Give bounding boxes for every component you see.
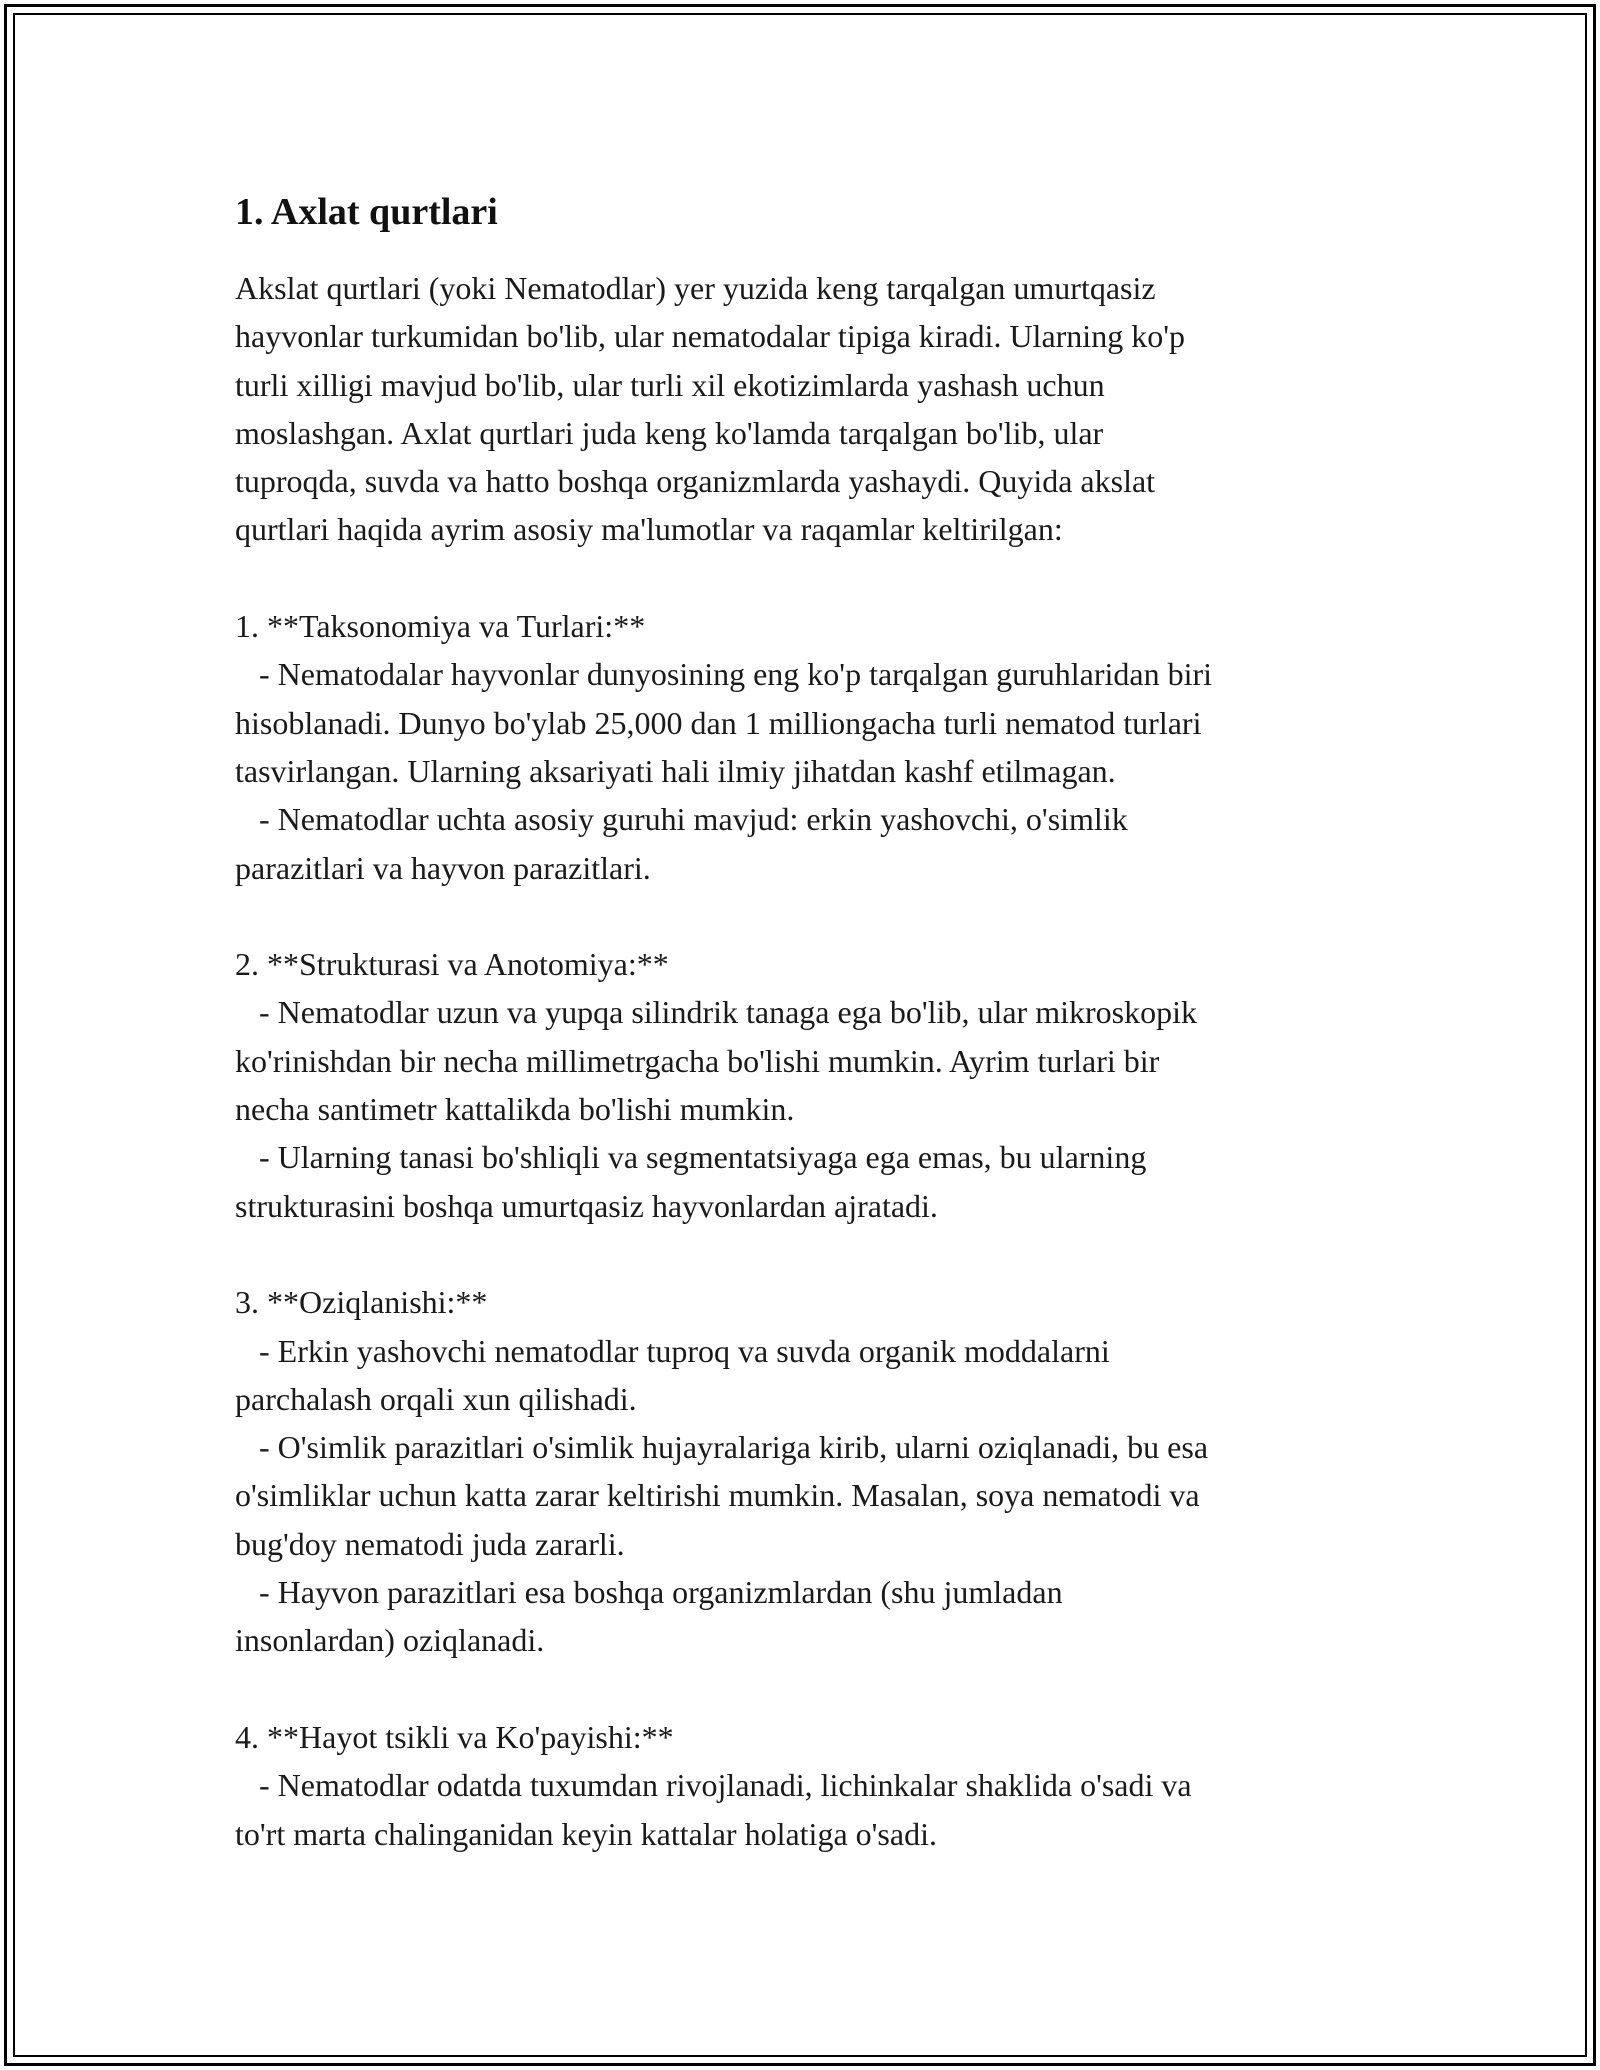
document-content — [235, 188, 1375, 1858]
document-heading: 1. Axlat qurtlari — [235, 191, 498, 233]
document-body: Akslat qurtlari (yoki Nematodlar) yer yuzida keng tarqalgan umurtqasiz hayvonlar turkumidan bo'lib, ular nematodalar tipiga kiradi. Ularning ko'p turli xilligi mavjud bo'lib, ular turli xil ekotizimlarda yashash uchun moslashgan. Axlat qurtlari juda keng ko'lamda tarqalgan bo'lib, ular tuproqda, suvda va hatto boshqa organizmlarda yashaydi. Quyida akslat qurtlari haqida ayrim asosiy ma'lumotlar va raqamlar keltirilgan: 1. **Taksonomiya va Turlari:** - Nematodalar hayvonlar dunyosining eng ko'p tarqalgan guruhlaridan biri hisoblanadi. Dunyo bo'ylab 25,000 dan 1 milliongacha turli nematod turlari tasvirlangan. Ularning aksariyati hali ilmiy jihatdan kashf etilmagan. - Nematodlar uchta asosiy guruhi mavjud: erkin yashovchi, o'simlik parazitlari va hayvon parazitlari. 2. **Strukturasi va Anotomiya:** - Nematodlar uzun va yupqa silindrik tanaga ega bo'lib, ular mikroskopik ko'rinishdan bir necha millimetrgacha bo'lishi mumkin. Ayrim turlari bir necha santimetr kattalikda bo'lishi mumkin. - Ularning tanasi bo'shliqli va segmentatsiyaga ega emas, bu ularning strukturasini boshqa umurtqasiz hayvonlardan ajratadi. 3. **Oziqlanishi:** - Erkin yashovchi nematodlar tuproq va suvda organik moddalarni parchalash orqali xun qilishadi. - O'simlik parazitlari o'simlik hujayralariga kirib, ularni oziqlanadi, bu esa o'simliklar uchun katta zarar keltirishi mumkin. Masalan, soya nematodi va bug'doy nematodi juda zararli. - Hayvon parazitlari esa boshqa organizmlardan (shu jumladan insonlardan) oziqlanadi. 4. **Hayot tsikli va Ko'payishi:** - Nematodlar odatda tuxumdan rivojlanadi, lichinkalar shaklida o'sadi va to'rt marta chalinganidan keyin kattalar holatiga o'sadi. — [235, 270, 1213, 1852]
